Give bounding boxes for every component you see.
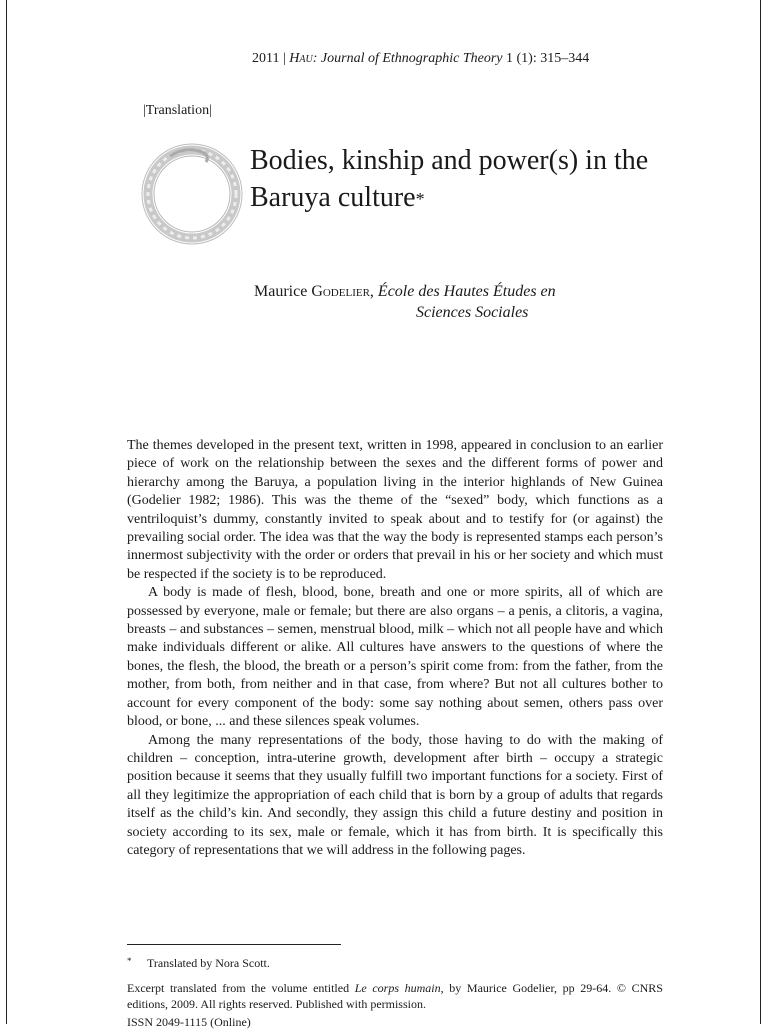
body-paragraph: A body is made of flesh, blood, bone, breath and one or more spirits, all of which are possessed by everyone, male or female; but there are also organs – a penis, a clitoris, a vagina, breasts – and substances – semen, menstrual blood, milk – which not all people have and which make individuals different or alike. All cultures have answers to the questions of where the bones, the flesh, the blood, the breath or a person’s spirit come from: from the father, from the mother, from both, from neither and in that case, from where? But not all cultures bother to account for every component of the body: some say nothing about semen, others pass over blood, or bone, ... and these silences speak volumes. xyxy=(127,585,663,730)
header-separator: | xyxy=(282,51,286,66)
source-book-title: Le corps humain xyxy=(354,981,441,995)
title-footnote-mark: * xyxy=(415,189,425,209)
author-affiliation-line2: Sciences Sociales xyxy=(416,304,529,321)
issn: ISSN 2049-1115 (Online) xyxy=(127,1015,251,1029)
title-text: Bodies, kinship and power(s) in the Baruya culture xyxy=(250,145,649,213)
author-name xyxy=(254,283,370,300)
author-comma: , xyxy=(369,283,374,300)
source-note xyxy=(127,980,663,1012)
article-title xyxy=(250,142,690,216)
author-affiliation-line1: École des Hautes Études en xyxy=(377,283,556,300)
volume-issue-pages: 1 (1): 315–344 xyxy=(506,51,590,66)
footnote-divider xyxy=(127,944,341,945)
source-note-rest: , by Maurice Godelier, pp 29-64. © CNRS editions, 2009. All rights reserved. Published with permission. xyxy=(127,981,663,1011)
footnote-mark: * xyxy=(127,956,132,966)
header-year: 2011 xyxy=(252,51,280,66)
running-header xyxy=(252,51,662,67)
journal-prefix: Hau xyxy=(289,51,313,66)
body-paragraph: The themes developed in the present text, written in 1998, appeared in conclusion to an earlier piece of work on the relationship between the sexes and the different forms of power and hierarchy among the Baruya, a population living in the interior highlands of New Guinea (Godelier 1982; 1986). This was the theme of the “sexed” body, which functions as a ventriloquist’s dummy, constantly invited to speak about and to testify for (or against) the prevailing social order. The idea was that the way the body is represented stamps each person’s innermost subjectivity with the order or orders that prevail in his or her society and which must be respected if the society is to be reproduced. xyxy=(127,438,663,582)
footnote-text: Translated by Nora Scott. xyxy=(147,956,270,970)
source-note-intro: Excerpt translated from the volume entitled xyxy=(127,981,355,995)
journal-title: : Journal of Ethnographic Theory xyxy=(312,51,503,66)
author-last-name: Godelier xyxy=(311,283,370,300)
ouroboros-logo-icon xyxy=(140,142,244,246)
author-first-name: Maurice xyxy=(254,283,308,300)
body-paragraph: Among the many representations of the body, those having to do with the making of children – conception, intra-uterine growth, development after birth – occupy a strategic position because it seems that they usually fulfill two important functions for a society. First of all they legitimize the appropriation of each child that is born by a group of adults that regards itself as the child’s kin. And secondly, they assign this child a future destiny and position in society according to its sex, male or female, which it has from birth. It is specifically this category of representations that we will address in the following pages. xyxy=(127,732,663,858)
article-body xyxy=(127,437,663,860)
section-label: |Translation| xyxy=(143,103,212,118)
footnote xyxy=(127,955,663,971)
author-block xyxy=(254,281,674,323)
journal-name xyxy=(289,51,502,66)
